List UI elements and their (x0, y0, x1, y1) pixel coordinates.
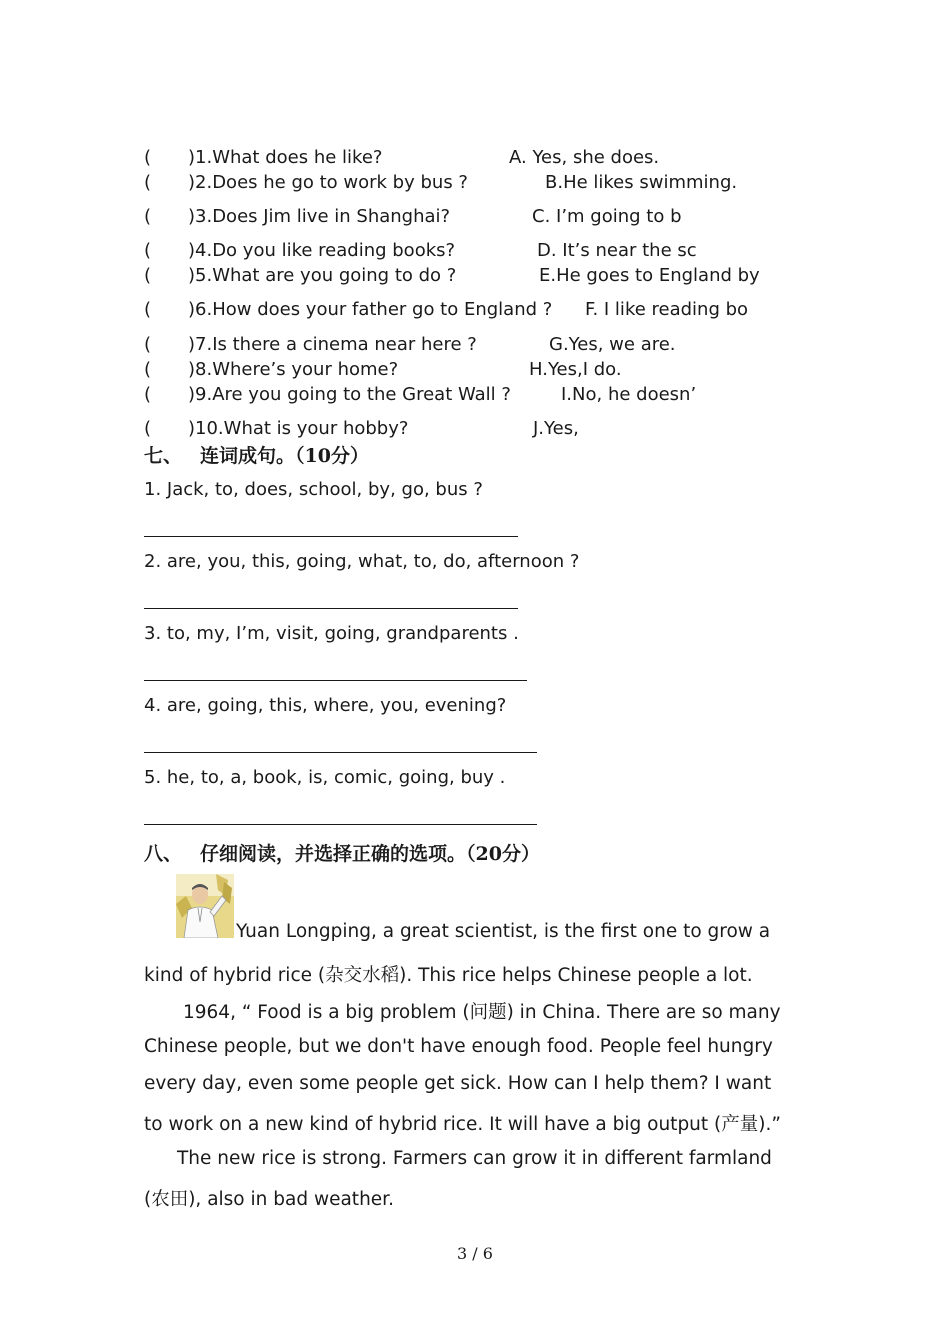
answer-option: B.He likes swimming. (545, 172, 738, 193)
sentence-item: 5. he, to, a, book, is, comic, going, buy . (144, 767, 506, 788)
reading-line: kind of hybrid rice (杂交水稻). This rice helps Chinese people a lot. (144, 965, 753, 986)
question-text: )10.What is your hobby? (188, 418, 409, 439)
answer-line[interactable] (144, 608, 518, 609)
question-text: )4.Do you like reading books? (188, 240, 456, 261)
reading-line: Yuan Longping, a great scientist, is the first one to grow a (236, 921, 771, 942)
answer-blank[interactable]: ( (144, 359, 152, 380)
page-number: 3 / 6 (457, 1244, 493, 1263)
answer-option: C. I’m going to b (532, 206, 682, 227)
answer-option: J.Yes, (533, 418, 579, 439)
question-text: )7.Is there a cinema near here ? (188, 334, 477, 355)
answer-option: D. It’s near the sc (537, 240, 697, 261)
section-title: 仔细阅读，并选择正确的选项。（20分） (200, 843, 540, 865)
reading-line: every day, even some people get sick. How can I help them? I want (144, 1073, 772, 1094)
section-number: 八、 (144, 843, 183, 865)
question-text: )1.What does he like? (188, 147, 383, 168)
answer-line[interactable] (144, 824, 537, 825)
section-number: 七、 (144, 445, 183, 467)
answer-line[interactable] (144, 680, 527, 681)
scientist-portrait (176, 874, 234, 938)
question-text: )9.Are you going to the Great Wall ? (188, 384, 511, 405)
question-text: )3.Does Jim live in Shanghai? (188, 206, 451, 227)
question-text: )5.What are you going to do ? (188, 265, 457, 286)
answer-option: G.Yes, we are. (549, 334, 676, 355)
answer-blank[interactable]: ( (144, 299, 152, 320)
reading-line: Chinese people, but we don't have enough food. People feel hungry (144, 1036, 773, 1057)
reading-line: 1964, “ Food is a big problem (问题) in China. There are so many (183, 1002, 781, 1023)
reading-line: (农田), also in bad weather. (144, 1189, 394, 1210)
answer-option: E.He goes to England by (539, 265, 760, 286)
answer-option: F. I like reading bo (585, 299, 749, 320)
answer-blank[interactable]: ( (144, 265, 152, 286)
answer-option: A. Yes, she does. (509, 147, 660, 168)
answer-option: H.Yes,I do. (529, 359, 622, 380)
sentence-item: 1. Jack, to, does, school, by, go, bus ? (144, 479, 483, 500)
answer-blank[interactable]: ( (144, 418, 152, 439)
question-text: )2.Does he go to work by bus ? (188, 172, 468, 193)
question-text: )8.Where’s your home? (188, 359, 399, 380)
answer-blank[interactable]: ( (144, 384, 152, 405)
answer-blank[interactable]: ( (144, 172, 152, 193)
answer-blank[interactable]: ( (144, 206, 152, 227)
answer-blank[interactable]: ( (144, 240, 152, 261)
answer-option: I.No, he doesn’ (561, 384, 697, 405)
reading-line: to work on a new kind of hybrid rice. It will have a big output (产量).” (144, 1114, 781, 1135)
answer-blank[interactable]: ( (144, 147, 152, 168)
section-title: 连词成句。（10分） (200, 445, 369, 467)
reading-line: The new rice is strong. Farmers can grow it in different farmland (177, 1148, 772, 1169)
answer-line[interactable] (144, 752, 537, 753)
sentence-item: 3. to, my, I’m, visit, going, grandparents . (144, 623, 519, 644)
sentence-item: 2. are, you, this, going, what, to, do, afternoon ? (144, 551, 580, 572)
answer-line[interactable] (144, 536, 518, 537)
question-text: )6.How does your father go to England ? (188, 299, 553, 320)
sentence-item: 4. are, going, this, where, you, evening? (144, 695, 507, 716)
answer-blank[interactable]: ( (144, 334, 152, 355)
